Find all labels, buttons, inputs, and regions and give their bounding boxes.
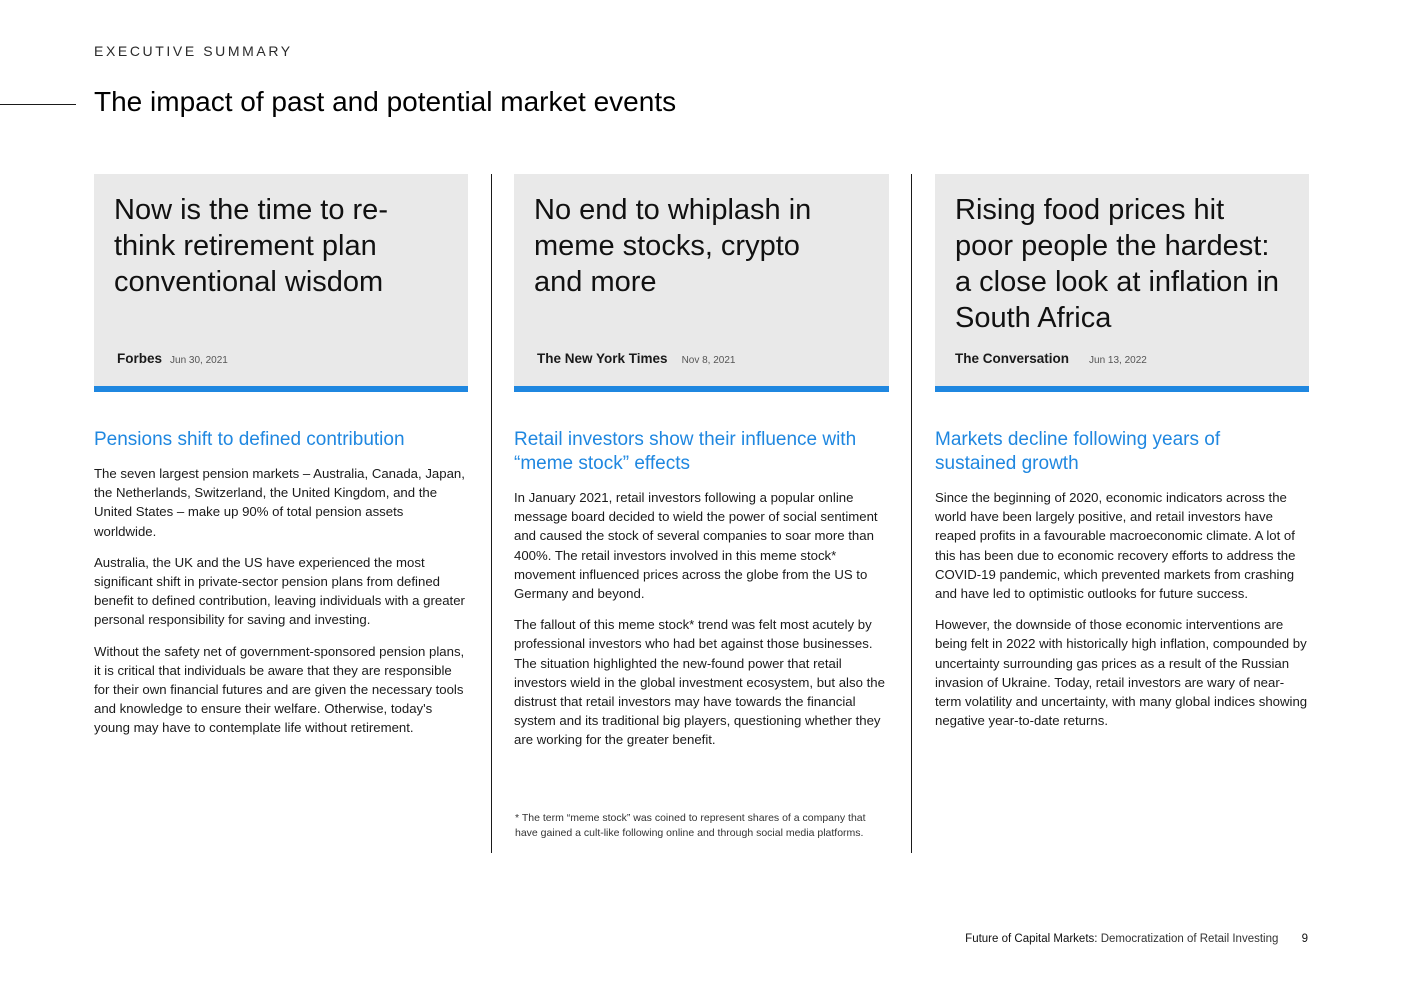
- card-headline: Rising food prices hit poor people the hardest: a close look at inflation in South Africa: [955, 194, 1280, 334]
- section-heading: Retail investors show their influence with “meme stock” effects: [514, 429, 857, 474]
- source-name: The New York Times: [537, 351, 668, 366]
- card-headline: Now is the time to re-think retirement plan conventional wisdom: [114, 194, 388, 298]
- section-heading: Pensions shift to defined contribution: [94, 429, 405, 450]
- card-date: Nov 8, 2021: [681, 355, 736, 366]
- column-divider: [491, 174, 492, 853]
- source-name: The Conversation: [955, 351, 1070, 366]
- paragraph: The fallout of this meme stock* trend was felt most acutely by professional investors who had bet against those businesses. The situation highlighted the new-found power that retail investors wield in the global investment ecosystem, but also the distrust that retail investors may have towards the financial system and its traditional big players, questioning whether they are working for the greater benefit.: [514, 617, 885, 748]
- card-source: [955, 351, 1147, 366]
- paragraph: Australia, the UK and the US have experienced the most significant shift in private-sector pension plans from defined benefit to defined contribution, leaving individuals with a greater personal responsibility for saving and investing.: [94, 554, 465, 628]
- page-footer: [965, 933, 1308, 945]
- paragraph: In January 2021, retail investors following a popular online message board decided to wield the power of social sentiment and caused the stock of several companies to soar more than 400%. The retail investors involved in this meme stock* movement influenced prices across the globe from the US to Germany and beyond.: [514, 490, 878, 602]
- body-text: [514, 488, 889, 750]
- column-divider: [911, 174, 912, 853]
- page-title: The impact of past and potential market events: [94, 86, 677, 117]
- card-date: Jun 13, 2022: [1089, 355, 1147, 366]
- title-rule: [0, 104, 76, 105]
- paragraph: Since the beginning of 2020, economic indicators across the world have been largely positive, and retail investors have reaped profits in a favourable macroeconomic climate. A lot of this has been due to economic recovery efforts to address the COVID-19 pandemic, which prevented markets from crashing and have led to optimistic outlooks for future success.: [935, 490, 1296, 602]
- page-number: 9: [1301, 933, 1308, 945]
- card-date: Jun 30, 2021: [170, 355, 228, 366]
- section-heading: Markets decline following years of sustained growth: [935, 429, 1221, 474]
- footer-doc-title: Future of Capital Markets:: [965, 933, 1098, 945]
- paragraph: Without the safety net of government-sponsored pension plans, it is critical that individuals be aware that they are responsible for their own financial futures and are given the necessary tools and knowledge to ensure their welfare. Otherwise, today's young may have to contemplate life without retirement.: [94, 643, 465, 736]
- card-source: [537, 351, 736, 366]
- column-markets-decline: [935, 174, 1309, 730]
- section-label: EXECUTIVE SUMMARY: [94, 43, 293, 59]
- news-card: [514, 174, 889, 392]
- column-meme-stocks: [514, 174, 889, 750]
- body-text: [935, 488, 1309, 730]
- paragraph: However, the downside of those economic interventions are being felt in 2022 with historically high inflation, compounded by uncertainty surrounding gas prices as a result of the Russian invasion of Ukraine. Today, retail investors are wary of near-term volatility and uncertainty, with many global indices showing negative year-to-date returns.: [935, 617, 1308, 729]
- footnote: * The term “meme stock” was coined to represent shares of a company that have gained a cult-like following online and through social media platforms.: [515, 812, 866, 839]
- card-headline: No end to whiplash in meme stocks, crypto and more: [534, 194, 812, 298]
- footer-doc-subtitle: Democratization of Retail Investing: [1100, 933, 1279, 945]
- card-source: [117, 351, 228, 366]
- column-pensions: [94, 174, 468, 738]
- body-text: [94, 464, 468, 738]
- news-card: [935, 174, 1309, 392]
- paragraph: The seven largest pension markets – Australia, Canada, Japan, the Netherlands, Switzerland, the United Kingdom, and the United States – make up 90% of total pension assets worldwide.: [94, 466, 465, 539]
- source-name: Forbes: [117, 351, 163, 366]
- news-card: [94, 174, 468, 392]
